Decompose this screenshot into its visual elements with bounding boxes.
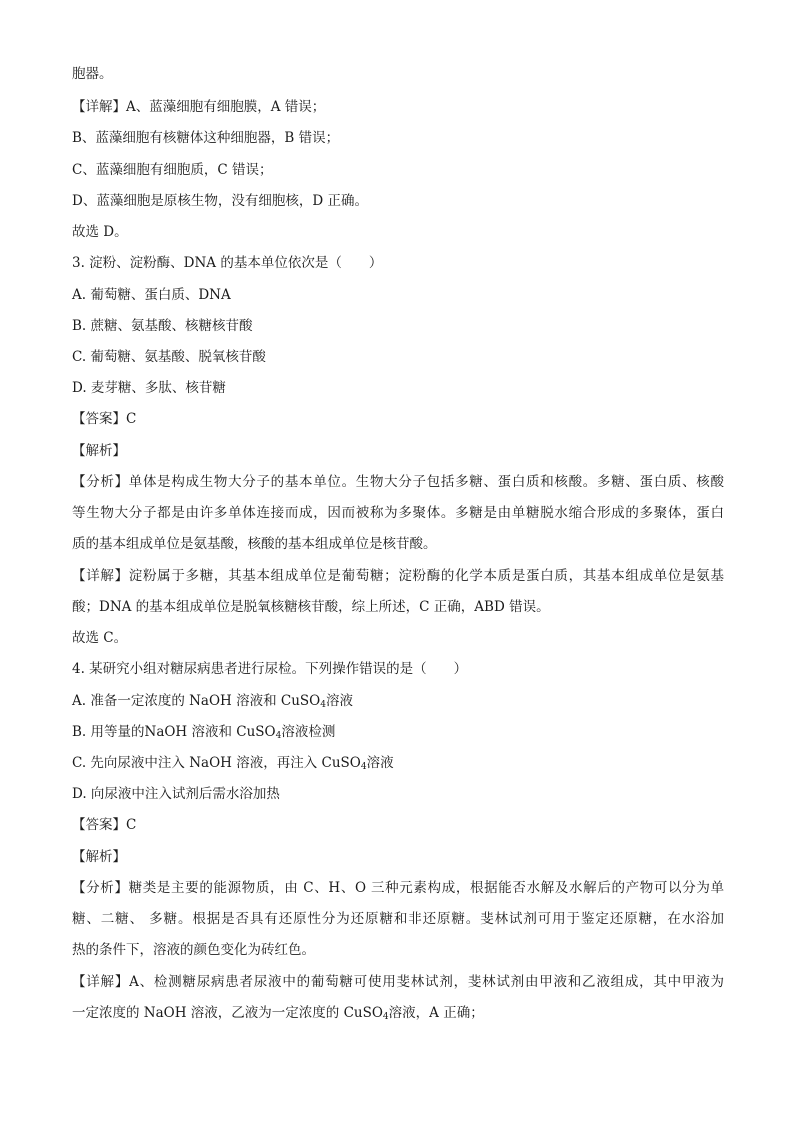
text-line: D、蓝藻细胞是原核生物，没有细胞核，D 正确。 [72,193,368,209]
text-line: 等生物大分子都是由许多单体连接而成，因而被称为多聚体。多糖是由单糖脱水缩合形成的多聚体，蛋白 [72,505,724,521]
option-c: C. 先向尿液中注入 NaOH 溶液，再注入 CuSO$_4$溶液 [72,755,394,772]
option-a: A. 准备一定浓度的 NaOH 溶液和 CuSO$_4$溶液 [72,693,353,710]
option-a: A. 葡萄糖、蛋白质、DNA [72,287,231,303]
option-d: D. 向尿液中注入试剂后需水浴加热 [72,786,280,802]
text-line: 糖、二糖、 多糖。根据是否具有还原性分为还原糖和非还原糖。斐林试剂可用于鉴定还原糖，在水浴加 [72,911,724,927]
subscript: 4 [360,762,367,772]
option-d: D. 麦芽糖、多肽、核苷糖 [72,380,226,396]
text-line: B、蓝藻细胞有核糖体这种细胞器，B 错误； [72,130,340,146]
text-line: 胞器。 [72,66,113,82]
text-line: C、蓝藻细胞有细胞质，C 错误； [72,162,273,178]
subscript: 4 [320,700,326,710]
text-line: 【详解】A、检测糖尿病患者尿液中的葡萄糖可使用斐林试剂，斐林试剂由甲液和乙液组成，其中甲液为 [72,974,724,990]
analysis-label: 【解析】 [72,849,126,865]
answer-label: 【答案】C [72,817,137,833]
option-b: B. 蔗糖、氨基酸、核糖核苷酸 [72,318,253,334]
text-line: 一定浓度的 NaOH 溶液，乙液为一定浓度的 CuSO$_4$溶液，A 正确； [72,1005,484,1022]
answer-label: 【答案】C [72,411,137,427]
text-line: 【分析】糖类是主要的能源物质，由 C、H、O 三种元素构成，根据能否水解及水解后的产物可以分为单 [72,880,724,896]
text-line: 【详解】淀粉属于多糖，其基本组成单位是葡萄糖；淀粉酶的化学本质是蛋白质，其基本组成单位是氨基 [72,568,724,584]
text-line: 【详解】A、蓝藻细胞有细胞膜，A 错误； [72,99,326,115]
text-line: 质的基本组成单位是氨基酸，核酸的基本组成单位是核苷酸。 [72,536,437,552]
text-line: 热的条件下，溶液的颜色变化为砖红色。 [72,942,315,958]
subscript: 4 [275,731,282,741]
option-c: C. 葡萄糖、氨基酸、脱氧核苷酸 [72,349,266,365]
text-line: 【分析】单体是构成生物大分子的基本单位。生物大分子包括多糖、蛋白质和核酸。多糖、蛋白质、核酸 [72,474,724,490]
text-line: 故选 C。 [72,630,128,646]
option-b: B. 用等量的NaOH 溶液和 CuSO$_4$溶液检测 [72,724,336,741]
subscript: 4 [382,1012,389,1022]
text-line: 酸；DNA 的基本组成单位是脱氧核糖核苷酸，综上所述，C 正确，ABD 错误。 [72,599,550,615]
question-4-stem: 4. 某研究小组对糖尿病患者进行尿检。下列操作错误的是（ ） [72,661,468,677]
text-line: 故选 D。 [72,224,128,240]
question-3-stem: 3. 淀粉、淀粉酶、DNA 的基本单位依次是（ ） [72,255,383,271]
analysis-label: 【解析】 [72,443,126,459]
